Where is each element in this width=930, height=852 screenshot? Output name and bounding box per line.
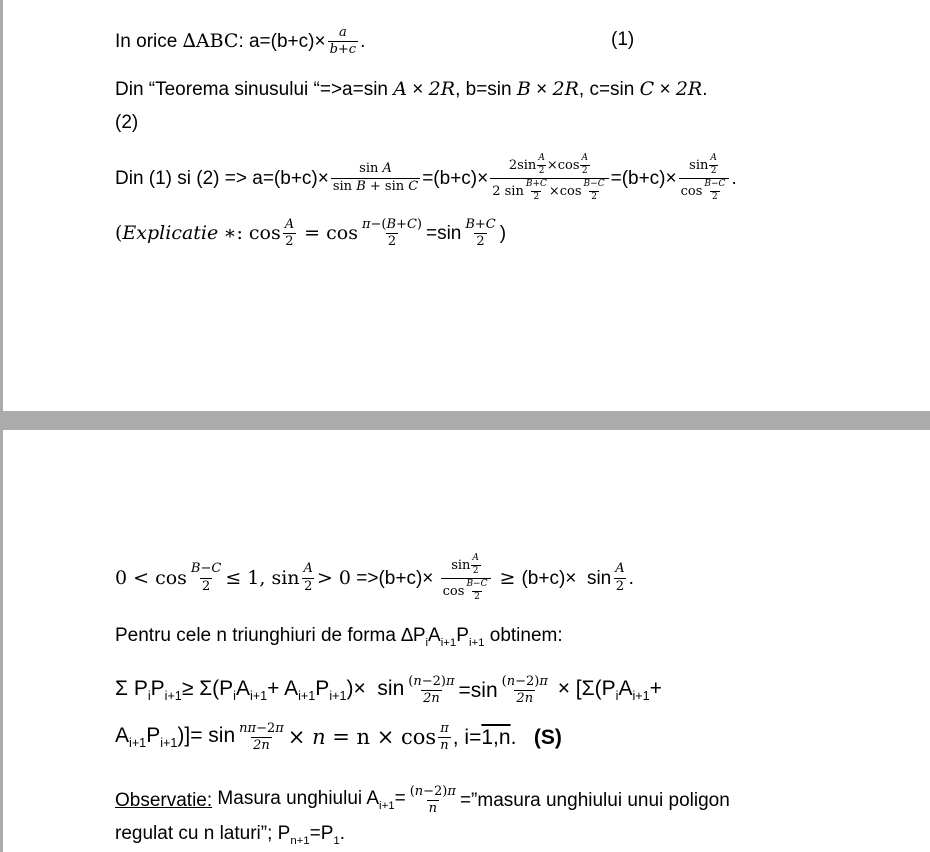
equation-line-1 <box>115 26 365 58</box>
text: . <box>731 167 737 189</box>
fraction <box>328 26 359 58</box>
paragraph-line: Pentru cele n triunghiuri de forma $\Delta P_iA_{i+1}P_{i+1}$ obtinem: <box>115 625 563 649</box>
sum-line-1: Σ $P_iP_{i+1}\ge \Sigma(P_iA_{i+1}+ A_{i+1}P_{i+1})\times \sin$ $\frac{(n-2)\pi}{2n}$ =sin $\frac{(n-2)\pi}{2n}$ × [$\Sigma(P_iA_{i+1}+$ <box>115 674 662 707</box>
triangle-symbol: ∆ABC <box>182 30 239 53</box>
observation-line: Observatie: Masura unghiului $A_{i+1}=$ $\frac{(n-2)\pi}{n}$ =”masura unghiului unui poligon <box>115 784 730 817</box>
fraction-half-angle: sin $\frac{A}{2}$ cos $\frac{B-C}{2}$ <box>679 154 730 203</box>
observation-line-2: regulat cu n laturi”; $P_{n+1}=P_1$. <box>115 823 346 847</box>
fraction-double-angle: 2sin $\frac{A}{2}$ ×cos $\frac{A}{2}$ 2 sin $\frac{B+C}{2}$ ×cos $\frac{B-C}{2}$ <box>490 154 608 203</box>
equation-number-1: (1) <box>611 29 635 50</box>
denominator: b+c <box>329 42 357 58</box>
document-page-2 <box>3 430 930 852</box>
text: In orice <box>115 31 178 53</box>
text: =(b+c)× <box>422 167 489 189</box>
inequality-line: 0 < cos $\frac{B-C}{2}$ ≤ 1, sin $\frac{A}{2}$ > 0 =>(b+c)× sin $\frac{A}{2}$ cos $\frac{B-C}{2}$ ≥ (b+c)× sin $\frac{A}{2}$ . <box>115 553 634 602</box>
equation-number-2: (2) <box>115 112 139 133</box>
equation-line-2: Din “Teorema sinusului “=>a=sin A × 2R, b=sin B × 2R, c=sin C × 2R. <box>115 78 708 100</box>
fraction-sinA: $\frac{\text{sin A}}{\text{sin B + sin C}}$ <box>332 161 419 194</box>
tag-S: (S) <box>533 726 562 750</box>
equation-line-4 <box>115 154 737 203</box>
explanation-line: ( Explicatie ∗: cos $\frac{A}{2}$ = cos $\frac{\pi-(B+C)}{2}$ =sin $\frac{B+C}{2}$ ) <box>115 217 507 250</box>
observation-label: Observatie: <box>115 790 213 812</box>
sum-line-2: $A_{i+1}P_{i+1})]= \sin$ $\frac{n\pi-2\pi}{2n}$ × n = n × cos $\frac{\pi}{n}$ , i=1,n. (S) <box>115 721 562 754</box>
document-page-1 <box>3 0 930 411</box>
numerator: a <box>338 25 347 40</box>
text: : a=(b+c)× <box>238 31 326 53</box>
text: =(b+c)× <box>610 167 677 189</box>
text: Din (1) si (2) => a=(b+c)× <box>115 167 329 189</box>
text: . <box>360 31 366 53</box>
